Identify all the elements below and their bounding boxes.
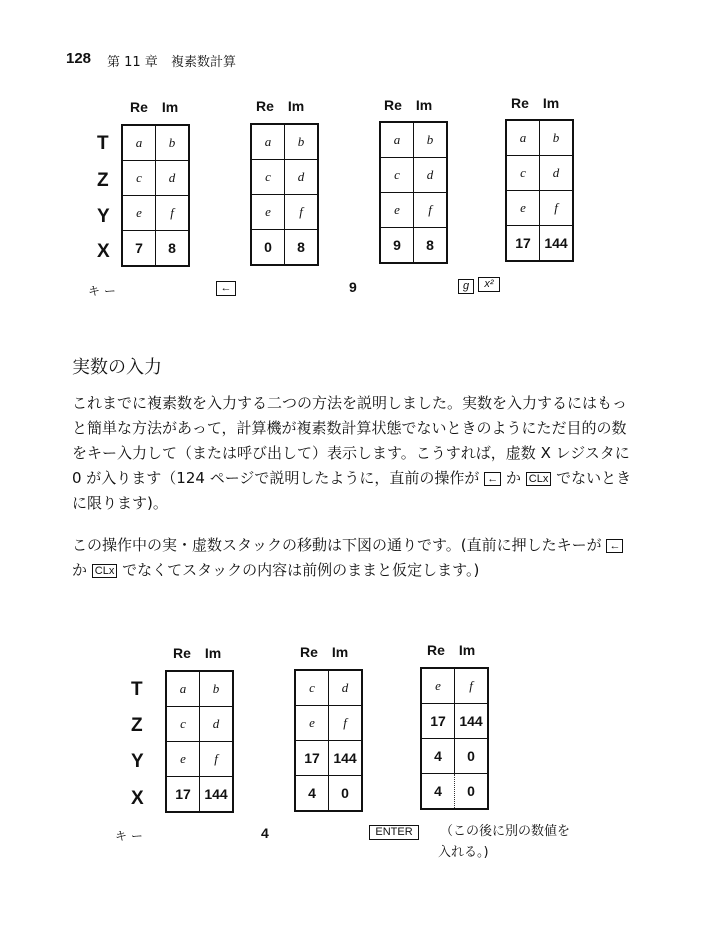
stack-cell: 0: [251, 230, 285, 266]
x-squared-key: x²: [478, 277, 500, 292]
key-digit-9: 9: [349, 279, 357, 295]
page-number: 128: [66, 50, 92, 67]
column-headers: Re Im: [511, 95, 560, 111]
row-label-x: X: [97, 241, 110, 262]
stack-row: [166, 707, 233, 742]
row-label-x: X: [131, 788, 144, 809]
chapter-header: [107, 51, 245, 70]
stack-cell: 144: [329, 741, 363, 776]
stack-cell: b: [200, 671, 234, 707]
stack-table: [250, 123, 319, 266]
stack-cell: e: [251, 195, 285, 230]
stack-row: [251, 124, 318, 160]
stack-cell: b: [540, 120, 574, 156]
stack-row: [421, 704, 488, 739]
stack-cell: 0: [455, 739, 489, 774]
note-line-1: （この後に別の数値を: [440, 824, 571, 839]
row-label-y: Y: [97, 206, 110, 227]
stack-row: [380, 122, 447, 158]
row-label-t: T: [131, 679, 143, 700]
row-label-z: Z: [131, 715, 143, 736]
enter-key: ENTER: [369, 825, 419, 840]
stack-row: [295, 776, 362, 812]
stack-cell: d: [156, 161, 190, 196]
stack-row: [380, 158, 447, 193]
stack-cell: e: [122, 196, 156, 231]
key-digit-4: 4: [261, 825, 269, 841]
row-label-t: T: [97, 133, 109, 154]
stack-cell: d: [414, 158, 448, 193]
column-headers: Re Im: [256, 98, 305, 114]
stack-cell: 144: [540, 226, 574, 262]
stack-cell: 4: [295, 776, 329, 812]
stack-cell: f: [540, 191, 574, 226]
stack-row: [506, 226, 573, 262]
stack-cell: c: [122, 161, 156, 196]
stack-cell: 8: [285, 230, 319, 266]
stack-row: [380, 228, 447, 264]
column-headers: Re Im: [427, 642, 476, 658]
stack-table: [379, 121, 448, 264]
g-key: g: [458, 279, 474, 294]
stack-row: [421, 739, 488, 774]
backspace-key-icon: ←: [484, 472, 501, 486]
stack-cell: e: [506, 191, 540, 226]
stack-row: [122, 125, 189, 161]
stack-row: [166, 671, 233, 707]
column-headers: Re Im: [300, 644, 349, 660]
stack-cell: 17: [166, 777, 200, 813]
stack-row: [421, 774, 488, 810]
stack-table: [294, 669, 363, 812]
stack-cell: f: [156, 196, 190, 231]
stack-cell: f: [200, 742, 234, 777]
paragraph-2: この操作中の実・虚数スタックの移動は下図の通りです。(直前に押したキーが ← か CLx でなくてスタックの内容は前例のままと仮定します。): [72, 533, 632, 583]
stack-cell: b: [285, 124, 319, 160]
stack-cell: e: [421, 668, 455, 704]
stack-cell: c: [166, 707, 200, 742]
stack-row: [295, 670, 362, 706]
clx-key: CLx: [526, 472, 552, 486]
stack-cell: 17: [506, 226, 540, 262]
stack-row: [251, 160, 318, 195]
stack-table: [121, 124, 190, 267]
stack-cell: d: [540, 156, 574, 191]
stack-row: [166, 742, 233, 777]
stack-row: [421, 668, 488, 704]
stack-table: [505, 119, 574, 262]
stack-cell: 8: [414, 228, 448, 264]
stack-cell: f: [329, 706, 363, 741]
stack-cell: a: [380, 122, 414, 158]
stack-cell: d: [285, 160, 319, 195]
stack-cell: 144: [200, 777, 234, 813]
backspace-key-icon: ←: [606, 539, 623, 553]
stack-cell: 0: [329, 776, 363, 812]
stack-cell: e: [295, 706, 329, 741]
stack-cell: a: [506, 120, 540, 156]
stack-row: [295, 741, 362, 776]
row-label-y: Y: [131, 751, 144, 772]
chapter-title: 複素数計算: [170, 55, 236, 70]
paragraph-1: これまでに複素数を入力する二つの方法を説明しました。実数を入力するにはもっと簡単な方法があって，計算機が複素数計算状態でないときのようにただ目的の数をキー入力して（または呼び出して）表示します。こうすれば，虚数 X レジスタに 0 が入ります（124 ページで説明したように，直前の操作が ← か CLx でないときに限ります)。: [72, 394, 632, 512]
backspace-key-icon: ←: [216, 281, 236, 296]
stack-cell: d: [329, 670, 363, 706]
key-row-label: キ ー: [115, 829, 143, 843]
chapter-number: 第 11 章: [107, 55, 158, 70]
row-label-z: Z: [97, 170, 109, 191]
stack-cell: 144: [455, 704, 489, 739]
stack-cell: b: [156, 125, 190, 161]
stack-cell: a: [251, 124, 285, 160]
stack-row: [122, 231, 189, 267]
stack-cell: e: [380, 193, 414, 228]
stack-row: [506, 120, 573, 156]
stack-cell: c: [295, 670, 329, 706]
key-row-label: キ ー: [88, 284, 116, 298]
stack-row: [295, 706, 362, 741]
column-headers: Re Im: [130, 99, 179, 115]
stack-cell: 4: [421, 739, 455, 774]
stack-cell: a: [122, 125, 156, 161]
stack-row: [506, 156, 573, 191]
stack-row: [122, 161, 189, 196]
stack-cell: 17: [295, 741, 329, 776]
stack-cell: a: [166, 671, 200, 707]
note-line-2: 入れる。): [438, 845, 489, 860]
stack-cell: 7: [122, 231, 156, 267]
stack-cell: d: [200, 707, 234, 742]
stack-cell: c: [380, 158, 414, 193]
stack-cell: 8: [156, 231, 190, 267]
stack-row: [380, 193, 447, 228]
stack-row: [166, 777, 233, 813]
stack-table: [420, 667, 489, 810]
stack-table: [165, 670, 234, 813]
stack-cell: 9: [380, 228, 414, 264]
column-headers: Re Im: [173, 645, 222, 661]
stack-cell: c: [251, 160, 285, 195]
stack-cell: 0: [455, 774, 489, 810]
stack-row: [122, 196, 189, 231]
stack-cell: c: [506, 156, 540, 191]
column-headers: Re Im: [384, 97, 433, 113]
clx-key: CLx: [92, 564, 118, 578]
stack-cell: e: [166, 742, 200, 777]
stack-cell: 17: [421, 704, 455, 739]
stack-cell: f: [455, 668, 489, 704]
stack-cell: f: [285, 195, 319, 230]
stack-cell: b: [414, 122, 448, 158]
stack-cell: f: [414, 193, 448, 228]
stack-row: [506, 191, 573, 226]
stack-row: [251, 195, 318, 230]
section-heading: 実数の入力: [72, 357, 162, 378]
stack-cell: 4: [421, 774, 455, 810]
stack-row: [251, 230, 318, 266]
